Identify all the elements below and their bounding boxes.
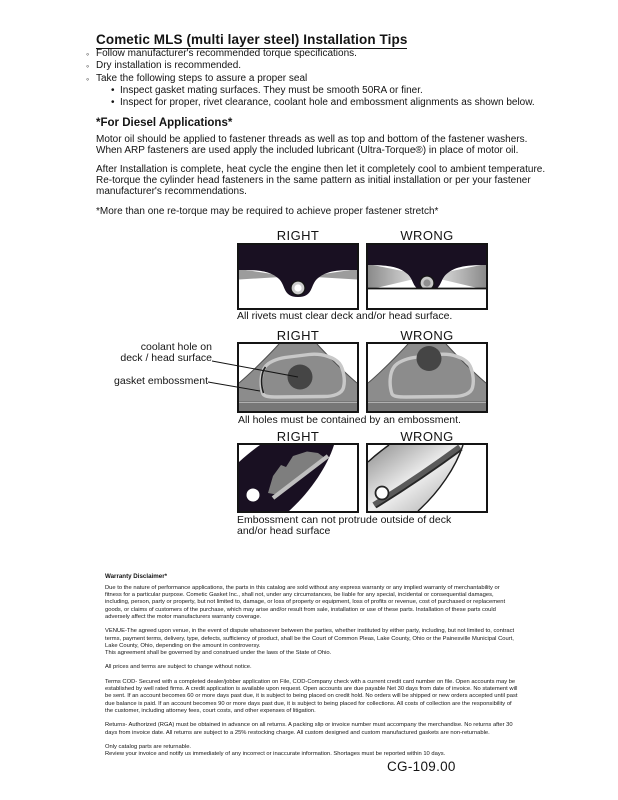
row3-right-heading: RIGHT xyxy=(276,429,320,444)
warranty-para-returns: Returns- Authorized (RGA) must be obtained in advance on all returns. A packing slip or invoice number must accompany the merchandise. No returns after 30 days from invoice date. All returns are subject to a 25% restocking charge. All custom designed and custom manufactured gaskets are non-returnable. xyxy=(105,722,513,736)
diagram-row2-wrong xyxy=(366,342,488,413)
diesel-note: *More than one re-torque may be required to achieve proper fastener stretch* xyxy=(96,206,439,217)
intro-bullet-list xyxy=(86,48,591,109)
bullet-text: Take the following steps to assure a proper seal xyxy=(96,72,308,84)
diesel-paragraph-2: After Installation is complete, heat cycle the engine then let it completely cool to ambient temperature. Re-torque the cylinder head fasteners in the same pattern as initial installation or per your fastener manufacturer's recommendations. xyxy=(96,164,546,197)
warranty-para-terms: Terms COD- Secured with a completed dealer/jobber application on File, COD-Company check with a current credit card number on file. Open accounts may be established by well rated firms. A credit application is available upon request. Open accounts are due payable Net 30 days from date of invoice. No statement will be sent. If an account becomes 60 or more days past due, it is subject to being placed on credit hold. No orders will be shipped or new orders accepted until past due balance is paid. If an account becomes 90 or more days past due, it is subject to being placed for collections. All costs of collection are the responsibility of the customer, including attorney fees, court costs, and other expenses of litigation. xyxy=(105,678,518,714)
row2-caption: All holes must be contained by an embossment. xyxy=(238,414,461,426)
bullet-text: Inspect for proper, rivet clearance, coolant hole and embossment alignments as shown below. xyxy=(120,97,535,109)
warranty-para-venue: VENUE-The agreed upon venue, in the event of dispute whatsoever between the parties, whether instituted by either party, including, but not limited to, contract terms, payment terms, delivery, type, defects, sufficiency of product, shall be the Court of Common Pleas, Lake County, Ohio or the Painesville Municipal Court, Lake County, Ohio, depending on the amount in controversy. xyxy=(105,628,515,649)
open-bullet-icon: ◦ xyxy=(86,49,90,59)
diagram-row1-wrong xyxy=(366,243,488,310)
bullet-item xyxy=(86,60,591,72)
coolant-hole-label: coolant hole on deck / head surface xyxy=(120,341,212,364)
warranty-para-prices: All prices and terms are subject to change without notice. xyxy=(105,664,252,671)
row2-right-heading: RIGHT xyxy=(276,328,320,343)
bullet-text: Inspect gasket mating surfaces. They must be smooth 50RA or finer. xyxy=(120,84,423,96)
row2-wrong-heading: WRONG xyxy=(400,328,454,343)
filled-bullet-icon: • xyxy=(111,97,115,109)
warranty-para-liability: Due to the nature of performance applications, the parts in this catalog are sold without any express warranty or any implied warranty of merchantability or fitness for a particular purpose. Cometic Gasket Inc., shall not, under any circumstances, be liable for any special, incidental or consequential damages, including, person, party or property, but not limited to, damage, or loss of property or equipment, loss of profits or revenue, cost of purchased or replacement goods, or claims of customers of the purchase, which may arise and/or result from sale, installation or use of these parts. Installation of these parts could adversely affect the motor manufacturers warranty coverage. xyxy=(105,584,506,620)
row3-wrong-heading: WRONG xyxy=(400,429,454,444)
row1-caption: All rivets must clear deck and/or head surface. xyxy=(237,310,453,322)
bullet-item xyxy=(86,48,591,60)
diagram-row1-right xyxy=(237,243,359,310)
page-title: Cometic MLS (multi layer steel) Installation Tips xyxy=(96,32,408,47)
filled-bullet-icon: • xyxy=(111,84,115,96)
bullet-item xyxy=(86,73,591,85)
warranty-para-venue-law: This agreement shall be governed by and construed under the laws of the State of Ohio. xyxy=(105,650,332,657)
catalog-code: CG-109.00 xyxy=(387,759,456,774)
warranty-disclaimer xyxy=(105,573,518,765)
warranty-heading: Warranty Disclaimer* xyxy=(105,573,168,580)
row3-caption: Embossment can not protrude outside of deck and/or head surface xyxy=(237,514,452,537)
sub-bullet-item xyxy=(111,97,591,109)
diagram-row2-right xyxy=(237,342,359,413)
bullet-text: Dry installation is recommended. xyxy=(96,60,242,72)
sub-bullet-item xyxy=(111,85,591,97)
gasket-embossment-label: gasket embossment xyxy=(114,375,208,387)
row1-right-heading: RIGHT xyxy=(276,228,320,243)
bullet-text: Follow manufacturer's recommended torque specifications. xyxy=(96,48,357,59)
warranty-para-review: Review your invoice and notify us immediately of any incorrect or inaccurate information. Shortages must be reported within 10 days. xyxy=(105,751,446,758)
diagram-row3-wrong xyxy=(366,443,488,513)
diagram-row3-right xyxy=(237,443,359,513)
diesel-paragraph-1: Motor oil should be applied to fastener threads as well as top and bottom of the fastener washers. When ARP fasteners are used apply the included lubricant (Ultra-Torque®) in place of motor oil. xyxy=(96,134,528,156)
warranty-para-returnable: Only catalog parts are returnable. xyxy=(105,743,192,750)
open-bullet-icon: ◦ xyxy=(86,61,90,72)
open-bullet-icon: ◦ xyxy=(86,73,90,84)
row1-wrong-heading: WRONG xyxy=(400,228,454,243)
diesel-heading: *For Diesel Applications* xyxy=(96,117,233,129)
